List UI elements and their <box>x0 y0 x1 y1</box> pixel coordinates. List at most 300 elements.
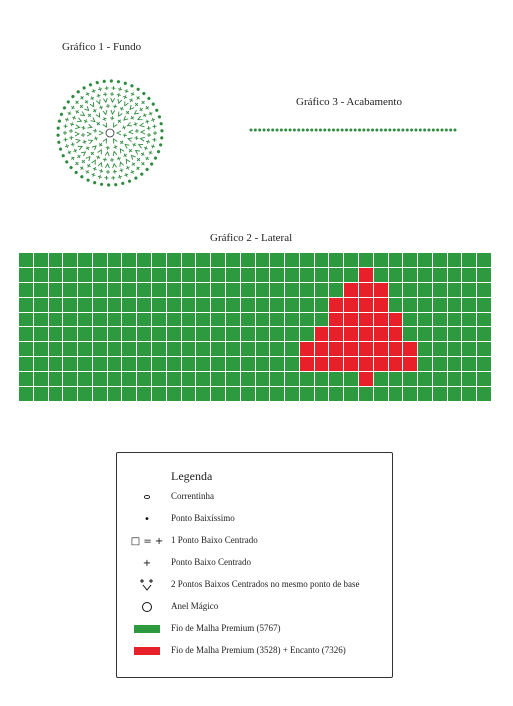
grid-cell-green <box>122 327 136 341</box>
grid-cell-green <box>374 268 388 282</box>
grid-cell-green <box>34 313 48 327</box>
grid-cell-green <box>389 283 403 297</box>
grid-cell-green <box>433 357 447 371</box>
grid-cell-green <box>108 283 122 297</box>
grid-cell-green <box>448 253 462 267</box>
increase-mark <box>130 154 136 160</box>
grid-cell-green <box>63 387 77 401</box>
single-crochet-mark <box>111 176 115 180</box>
grid-cell-green <box>137 327 151 341</box>
grid-cell-green <box>270 327 284 341</box>
single-crochet-mark <box>147 133 151 137</box>
increase-mark <box>75 125 80 130</box>
grid-cell-green <box>241 298 255 312</box>
legend-item <box>117 598 392 616</box>
slip-stitch-mark <box>156 150 160 154</box>
slip-stitch-mark <box>56 134 59 137</box>
grid-cell-green <box>93 327 107 341</box>
grid-cell-green <box>63 372 77 386</box>
increase-mark <box>125 158 131 164</box>
grid-cell-green <box>182 253 196 267</box>
increase-mark <box>103 138 108 143</box>
grid-cell-green <box>182 313 196 327</box>
grid-cell-green <box>93 387 107 401</box>
single-crochet-mark <box>90 96 95 101</box>
grid-cell-green <box>241 253 255 267</box>
single-crochet-mark <box>96 155 101 160</box>
grid-cell-green <box>448 342 462 356</box>
increase-mark <box>103 122 108 127</box>
finishing-stitch-dot <box>380 129 383 132</box>
finishing-stitch-dot <box>310 129 313 132</box>
single-crochet-mark <box>142 113 147 118</box>
slip-stitch-mark <box>65 160 69 164</box>
slip-stitch-mark <box>56 126 59 129</box>
finishing-stitch-dot <box>432 129 435 132</box>
increase-mark <box>138 143 143 148</box>
grid-cell-green <box>78 327 92 341</box>
grid-cell-green <box>300 253 314 267</box>
grid-cell-green <box>226 342 240 356</box>
grid-cell-green <box>49 268 63 282</box>
grid-cell-red <box>329 357 343 371</box>
grid-cell-green <box>241 327 255 341</box>
slip-stitch-mark <box>159 143 163 147</box>
grid-cell-green <box>93 298 107 312</box>
single-crochet-mark <box>123 133 128 138</box>
increase-mark <box>119 148 125 154</box>
grid-cell-green <box>93 283 107 297</box>
grid-cell-green <box>167 387 181 401</box>
increase-mark <box>117 131 121 135</box>
grid-cell-green <box>19 313 33 327</box>
grid-cell-green <box>211 372 225 386</box>
single-crochet-mark <box>82 139 87 144</box>
grid-cell-green <box>374 372 388 386</box>
slip-stitch-mark <box>160 136 163 139</box>
single-crochet-mark <box>71 115 76 120</box>
single-crochet-mark <box>146 126 150 130</box>
increase-mark <box>110 98 114 102</box>
finishing-stitch-dot <box>440 129 443 132</box>
single-crochet-mark <box>98 142 104 148</box>
single-crochet-mark <box>105 146 110 151</box>
increase-mark <box>112 138 117 143</box>
slip-stitch-mark <box>127 179 131 183</box>
grid-cell-red <box>300 357 314 371</box>
single-crochet-mark <box>79 165 85 171</box>
grid-cell-green <box>315 268 329 282</box>
grid-cell-green <box>477 283 491 297</box>
single-crochet-mark <box>144 105 150 111</box>
grid-cell-red <box>344 298 358 312</box>
grid-cell-green <box>226 313 240 327</box>
grid-cell-green <box>78 268 92 282</box>
grid-cell-green <box>167 298 181 312</box>
chart-1-round-diagram <box>50 73 170 193</box>
increase-mark <box>96 113 102 119</box>
single-crochet-mark <box>106 170 110 174</box>
single-crochet-mark <box>93 136 98 141</box>
increase-mark <box>141 130 145 134</box>
legend-item <box>117 642 392 660</box>
slip-stitch-mark <box>110 79 113 82</box>
finishing-stitch-dot <box>302 129 305 132</box>
grid-cell-green <box>226 298 240 312</box>
increase-mark <box>124 143 130 149</box>
grid-cell-green <box>256 387 270 401</box>
single-crochet-mark <box>145 119 150 124</box>
grid-cell-green <box>19 357 33 371</box>
grid-cell-green <box>182 298 196 312</box>
finishing-stitch-dot <box>289 129 292 132</box>
grid-cell-green <box>137 342 151 356</box>
grid-cell-green <box>315 372 329 386</box>
single-crochet-mark <box>86 163 92 169</box>
grid-cell-red <box>359 342 373 356</box>
slip-stitch-mark <box>136 87 140 91</box>
grid-cell-green <box>448 283 462 297</box>
single-crochet-mark <box>104 176 108 180</box>
finishing-stitch-dot <box>410 129 413 132</box>
single-crochet-mark <box>131 161 137 167</box>
finishing-stitch-dot <box>263 129 266 132</box>
grid-cell-green <box>256 357 270 371</box>
slip-stitch-mark <box>76 90 80 94</box>
grid-cell-green <box>418 327 432 341</box>
legend-label: Fio de Malha Premium (3528) + Encanto (7326) <box>171 645 346 655</box>
grid-cell-red <box>359 372 373 386</box>
grid-cell-green <box>344 268 358 282</box>
slip-stitch-mark <box>69 165 74 170</box>
increase-mark <box>112 151 117 156</box>
finishing-stitch-dot <box>319 129 322 132</box>
single-crochet-mark <box>130 169 135 174</box>
increase-mark <box>87 124 92 129</box>
grid-cell-red <box>315 342 329 356</box>
grid-cell-green <box>93 372 107 386</box>
grid-cell-green <box>433 268 447 282</box>
legend-label: Ponto Baixíssimo <box>171 513 235 523</box>
grid-cell-green <box>433 387 447 401</box>
single-crochet-mark <box>132 142 137 147</box>
grid-cell-green <box>256 253 270 267</box>
grid-cell-green <box>137 357 151 371</box>
grid-cell-red <box>389 357 403 371</box>
slip-stitch-mark <box>160 129 163 132</box>
grid-cell-green <box>182 327 196 341</box>
grid-cell-green <box>462 268 476 282</box>
grid-cell-green <box>78 298 92 312</box>
increase-mark <box>128 137 133 142</box>
single-crochet-mark <box>135 95 141 101</box>
grid-cell-green <box>389 387 403 401</box>
grid-cell-green <box>462 313 476 327</box>
increase-mark <box>88 139 93 144</box>
grid-cell-green <box>63 283 77 297</box>
slip-stitch-mark <box>66 100 70 104</box>
single-crochet-mark <box>113 169 117 173</box>
grid-cell-green <box>63 268 77 282</box>
single-crochet-mark <box>125 110 131 116</box>
grid-cell-green <box>389 372 403 386</box>
green-swatch <box>127 620 167 638</box>
grid-cell-green <box>137 298 151 312</box>
grid-cell-green <box>211 342 225 356</box>
grid-cell-green <box>152 327 166 341</box>
single-crochet-mark <box>103 157 108 162</box>
single-crochet-mark <box>113 144 118 149</box>
grid-cell-green <box>19 327 33 341</box>
grid-cell-green <box>34 253 48 267</box>
increase-mark <box>103 98 107 102</box>
grid-cell-green <box>403 327 417 341</box>
single-crochet-mark <box>140 151 146 157</box>
single-crochet-mark <box>96 93 101 98</box>
grid-cell-green <box>152 253 166 267</box>
slip-stitch-mark <box>121 181 125 185</box>
grid-cell-green <box>433 372 447 386</box>
grid-cell-red <box>344 313 358 327</box>
grid-cell-green <box>300 327 314 341</box>
finishing-stitch-dot <box>341 129 344 132</box>
grid-cell-green <box>122 298 136 312</box>
increase-mark <box>96 99 101 104</box>
grid-cell-green <box>256 283 270 297</box>
single-crochet-mark <box>81 126 86 131</box>
grid-cell-green <box>19 298 33 312</box>
grid-cell-green <box>285 253 299 267</box>
grid-cell-green <box>329 283 343 297</box>
finishing-stitch-dot <box>276 129 279 132</box>
single-crochet-mark <box>136 157 142 163</box>
single-crochet-mark <box>153 131 157 135</box>
slip-stitch-mark <box>153 156 157 160</box>
single-crochet-mark <box>99 169 104 174</box>
grid-cell-green <box>49 342 63 356</box>
grid-cell-green <box>122 387 136 401</box>
single-crochet-mark <box>121 125 126 130</box>
grid-cell-green <box>152 298 166 312</box>
single-crochet-mark <box>74 161 80 167</box>
slip-stitch-mark <box>145 167 150 172</box>
grid-cell-green <box>137 372 151 386</box>
grid-cell-green <box>19 253 33 267</box>
increase-mark <box>92 144 98 150</box>
grid-cell-green <box>270 372 284 386</box>
single-crochet-mark <box>124 172 129 177</box>
chart-3-finishing-row <box>248 124 458 136</box>
single-crochet-mark <box>81 159 87 165</box>
grid-cell-green <box>78 357 92 371</box>
grid-cell-green <box>49 357 63 371</box>
grid-cell-red <box>315 327 329 341</box>
single-crochet-mark <box>110 158 114 162</box>
finishing-stitch-dot <box>375 129 378 132</box>
grid-cell-green <box>226 283 240 297</box>
grid-cell-green <box>34 268 48 282</box>
grid-cell-green <box>477 387 491 401</box>
magic-ring-icon <box>127 598 167 616</box>
grid-cell-green <box>256 372 270 386</box>
grid-cell-green <box>462 327 476 341</box>
grid-cell-green <box>418 313 432 327</box>
grid-cell-green <box>241 283 255 297</box>
grid-cell-green <box>49 387 63 401</box>
single-crochet-mark <box>113 104 118 109</box>
slip-stitch-mark <box>71 94 76 99</box>
grid-cell-green <box>78 342 92 356</box>
grid-cell-green <box>167 372 181 386</box>
grid-cell-green <box>329 387 343 401</box>
grid-cell-green <box>108 313 122 327</box>
finishing-stitch-dot <box>306 129 309 132</box>
grid-cell-green <box>270 342 284 356</box>
slip-stitch-mark <box>88 83 92 87</box>
grid-cell-green <box>285 268 299 282</box>
increase-mark <box>127 122 132 127</box>
grid-cell-green <box>285 313 299 327</box>
grid-cell-green <box>182 283 196 297</box>
grid-cell-green <box>403 268 417 282</box>
single-crochet-mark <box>81 133 85 137</box>
grid-cell-green <box>93 357 107 371</box>
single-crochet-mark <box>85 145 91 151</box>
finishing-stitch-dot <box>454 129 457 132</box>
legend-item <box>117 554 392 572</box>
slip-stitch-icon: • <box>144 513 150 525</box>
grid-cell-green <box>167 327 181 341</box>
single-crochet-mark <box>150 144 155 149</box>
grid-cell-green <box>300 313 314 327</box>
grid-cell-green <box>418 357 432 371</box>
grid-cell-green <box>226 372 240 386</box>
grid-cell-green <box>19 268 33 282</box>
legend-label: Fio de Malha Premium (5767) <box>171 623 281 633</box>
increase-mark <box>105 152 109 156</box>
grid-cell-green <box>256 342 270 356</box>
single-crochet-mark <box>83 119 88 124</box>
increase-mark <box>134 149 140 155</box>
grid-cell-green <box>448 372 462 386</box>
grid-cell-green <box>196 268 210 282</box>
grid-cell-green <box>477 342 491 356</box>
grid-cell-green <box>270 387 284 401</box>
grid-cell-red <box>329 327 343 341</box>
grid-cell-green <box>315 253 329 267</box>
grid-cell-red <box>359 327 373 341</box>
increase-mark <box>112 163 116 167</box>
finishing-stitch-dot <box>449 129 452 132</box>
grid-cell-green <box>270 298 284 312</box>
single-crochet-mark <box>63 131 67 135</box>
grid-cell-green <box>63 327 77 341</box>
grid-cell-green <box>196 342 210 356</box>
increase-mark <box>112 122 117 127</box>
finishing-stitch-dot <box>401 129 404 132</box>
grid-cell-green <box>49 298 63 312</box>
slip-stitch-mark <box>93 181 97 185</box>
grid-cell-green <box>256 313 270 327</box>
grid-cell-green <box>477 327 491 341</box>
slip-stitch-mark <box>123 81 127 85</box>
increase-mark <box>90 102 96 108</box>
grid-cell-green <box>315 313 329 327</box>
finishing-stitch-dot <box>254 129 257 132</box>
grid-cell-red <box>329 342 343 356</box>
single-crochet-mark <box>70 105 76 111</box>
grid-cell-red <box>374 283 388 297</box>
grid-cell-red <box>389 327 403 341</box>
legend-item <box>117 532 392 550</box>
single-crochet-mark <box>87 113 93 119</box>
grid-cell-green <box>167 268 181 282</box>
grid-cell-green <box>462 387 476 401</box>
grid-cell-green <box>403 387 417 401</box>
grid-cell-green <box>211 357 225 371</box>
slip-stitch-mark <box>140 172 144 176</box>
single-crochet-mark <box>84 99 90 105</box>
grid-cell-green <box>122 357 136 371</box>
slip-stitch-mark <box>95 81 99 85</box>
single-crochet-mark <box>119 140 125 146</box>
finishing-stitch-dot <box>336 129 339 132</box>
grid-cell-green <box>462 342 476 356</box>
grid-cell-green <box>226 268 240 282</box>
single-crochet-mark <box>111 86 115 90</box>
grid-cell-green <box>78 372 92 386</box>
increase-mark <box>129 105 135 111</box>
single-crochet-mark <box>92 166 97 171</box>
single-crochet-mark <box>117 118 123 124</box>
grid-cell-green <box>182 342 196 356</box>
grid-cell-green <box>241 372 255 386</box>
grid-cell-green <box>78 253 92 267</box>
grid-cell-green <box>211 268 225 282</box>
grid-cell-green <box>137 253 151 267</box>
finishing-stitch-dot <box>406 129 409 132</box>
finishing-stitch-dot <box>293 129 296 132</box>
grid-cell-green <box>93 268 107 282</box>
grid-cell-green <box>122 372 136 386</box>
finishing-stitch-dot <box>345 129 348 132</box>
single-crochet-icon: + <box>142 557 152 569</box>
grid-cell-red <box>329 313 343 327</box>
grid-cell-green <box>167 313 181 327</box>
centered-sc-icon: □ = + <box>130 535 164 547</box>
single-crochet-mark <box>79 104 85 110</box>
increase-mark <box>90 118 96 124</box>
grid-cell-green <box>270 268 284 282</box>
finishing-stitch-dot <box>267 129 270 132</box>
grid-cell-green <box>137 283 151 297</box>
single-crochet-mark <box>91 172 96 177</box>
grid-cell-green <box>300 298 314 312</box>
grid-cell-green <box>19 387 33 401</box>
grid-cell-green <box>152 313 166 327</box>
grid-cell-green <box>433 298 447 312</box>
grid-cell-red <box>374 357 388 371</box>
grid-cell-green <box>477 268 491 282</box>
grid-cell-green <box>462 357 476 371</box>
increase-mark <box>98 149 103 154</box>
grid-cell-green <box>270 283 284 297</box>
grid-cell-green <box>256 268 270 282</box>
slip-stitch-mark <box>62 106 66 110</box>
grid-cell-green <box>300 268 314 282</box>
grid-cell-green <box>152 342 166 356</box>
grid-cell-green <box>34 298 48 312</box>
